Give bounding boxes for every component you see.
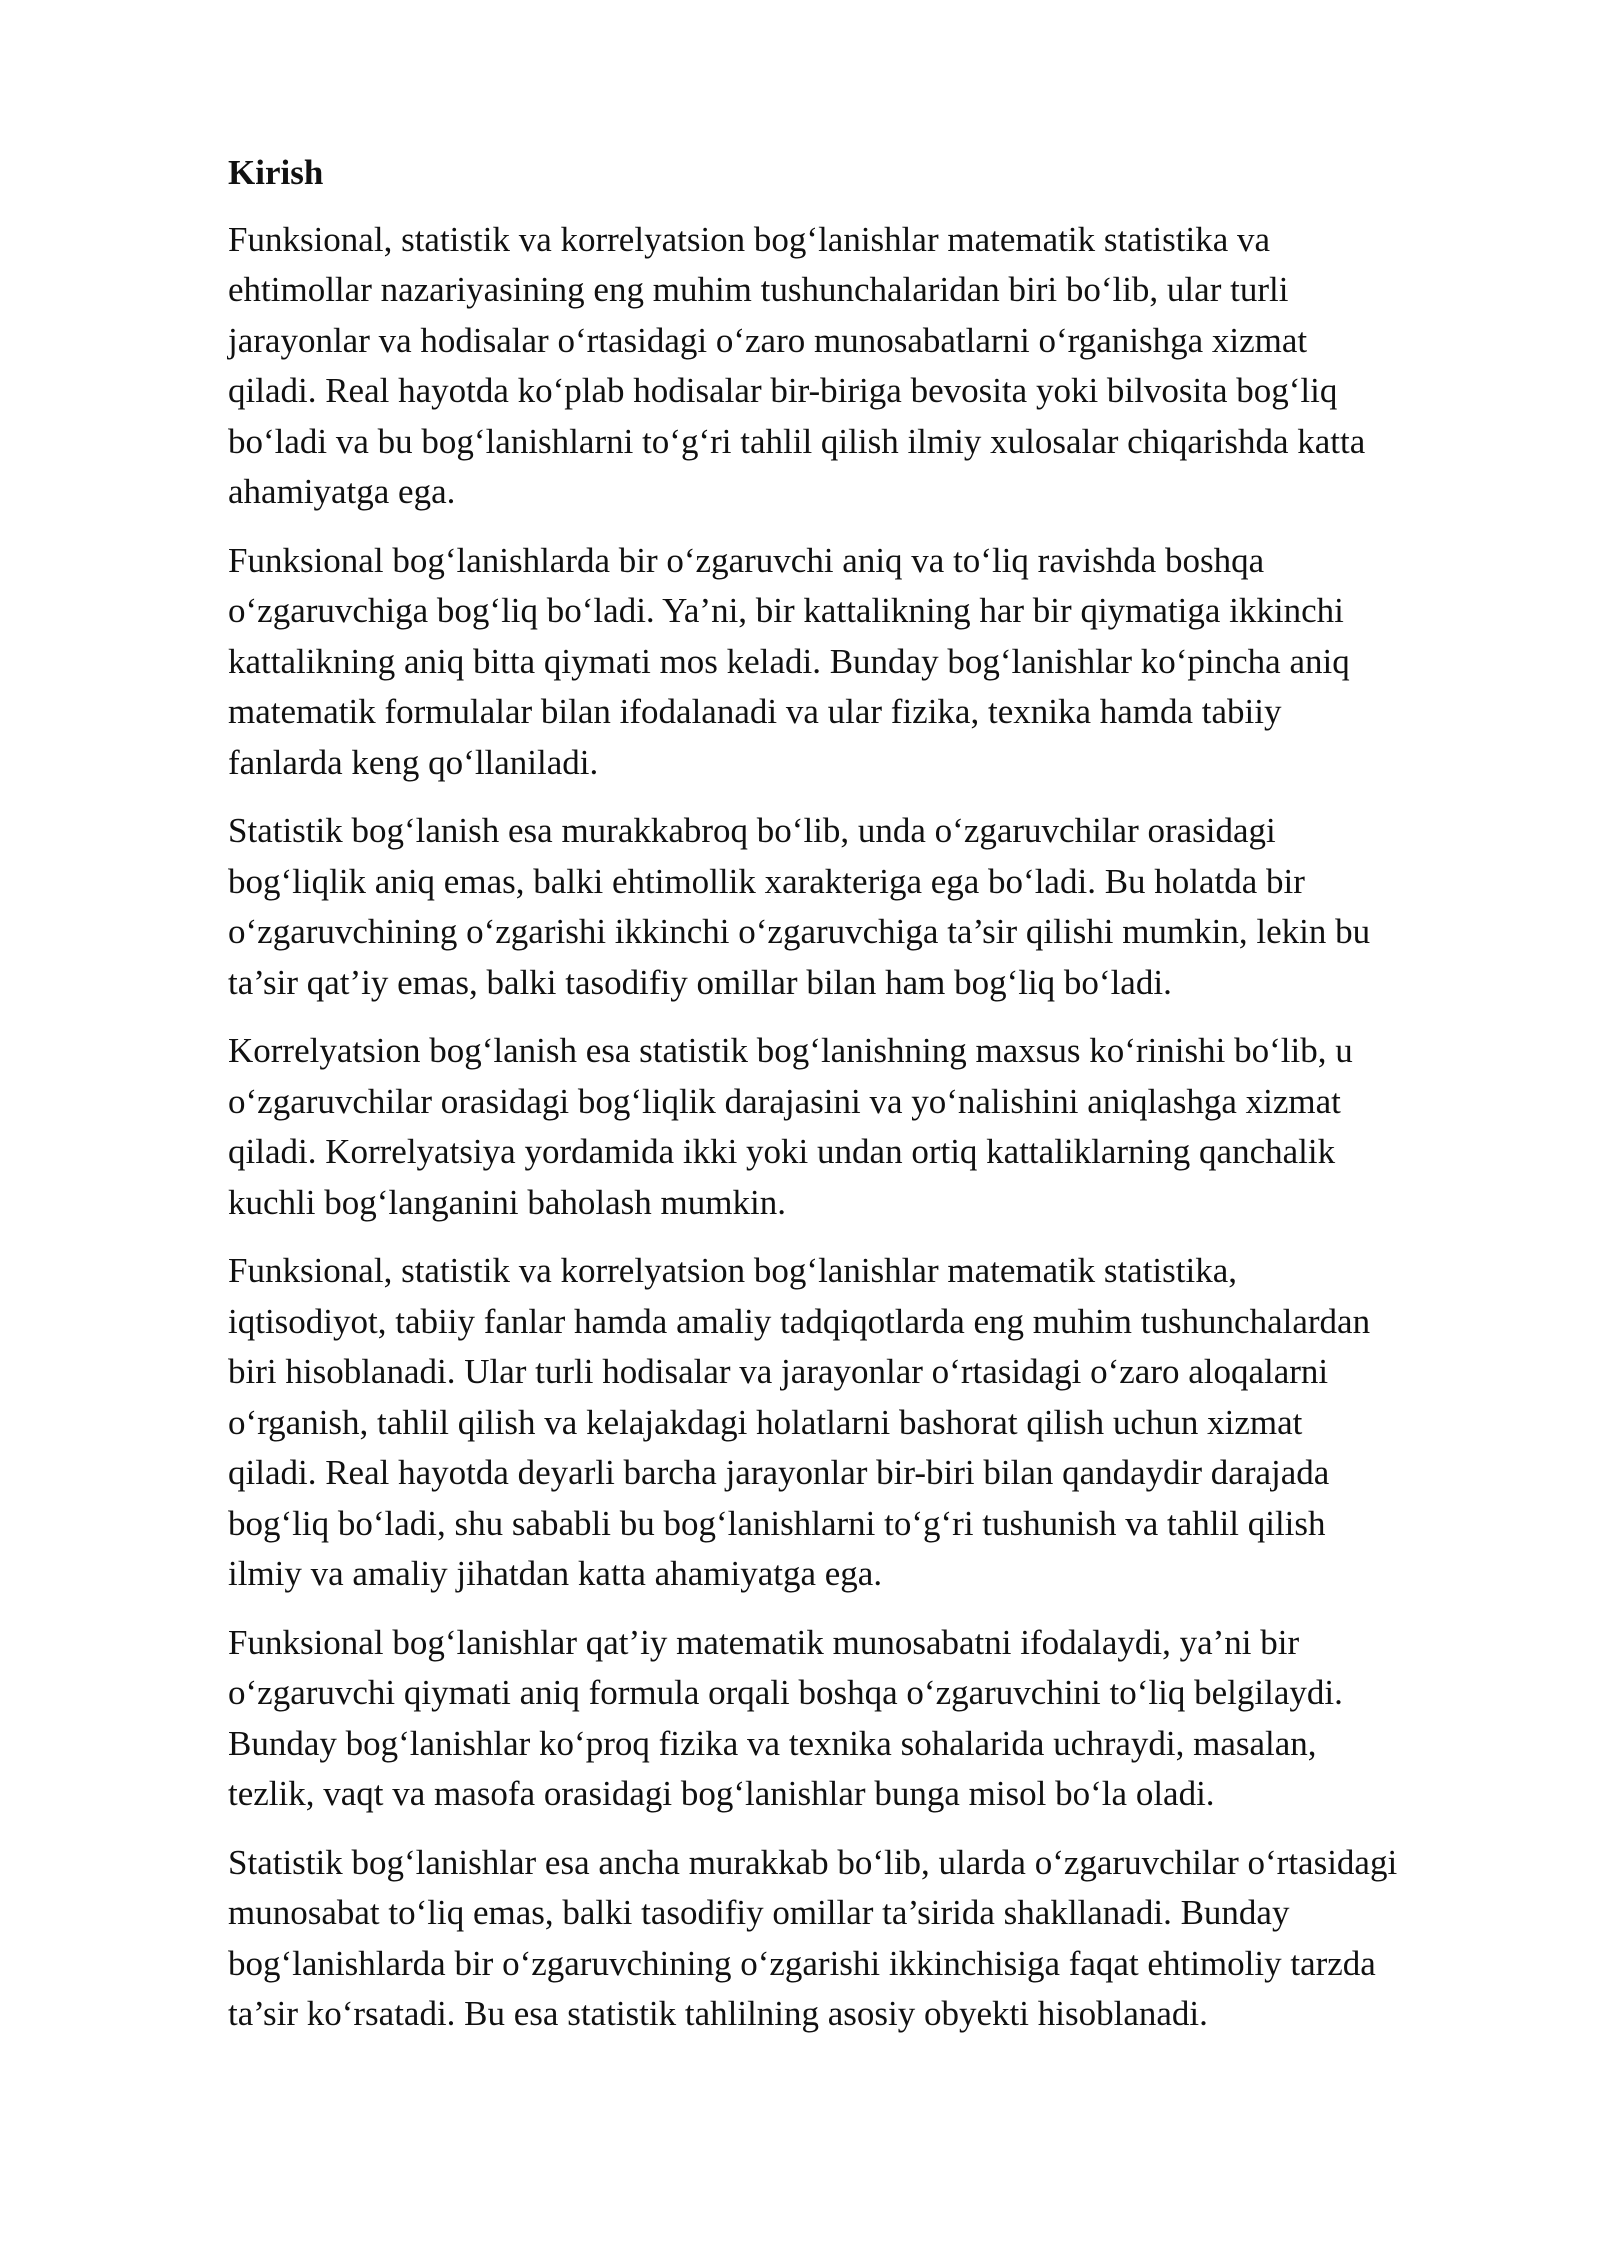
text-line: kuchli bog‘langanini baholash mumkin. <box>228 1182 786 1222</box>
text-line: fanlarda keng qo‘llaniladi. <box>228 742 599 782</box>
text-line: qiladi. Korrelyatsiya yordamida ikki yoki undan ortiq kattaliklarning qanchalik <box>228 1132 1336 1171</box>
text-line: Funksional, statistik va korrelyatsion bog‘lanishlar matematik statistika, <box>228 1251 1238 1290</box>
text-line: Statistik bog‘lanish esa murakkabroq bo‘lib, unda o‘zgaruvchilar orasidagi <box>228 811 1276 850</box>
text-line: bog‘lanishlarda bir o‘zgaruvchining o‘zgarishi ikkinchisiga faqat ehtimoliy tarzda <box>228 1943 1376 1983</box>
paragraph-container <box>228 215 1518 2040</box>
text-line: o‘zgaruvchi qiymati aniq formula orqali boshqa o‘zgaruvchini to‘liq belgilaydi. <box>228 1673 1343 1712</box>
paragraph <box>228 1618 1518 1820</box>
text-line: bog‘liqlik aniq emas, balki ehtimollik xarakteriga ega bo‘ladi. Bu holatda bir <box>228 861 1305 901</box>
text-line: ta’sir qat’iy emas, balki tasodifiy omillar bilan ham bog‘liq bo‘ladi. <box>228 962 1172 1002</box>
text-line: iqtisodiyot, tabiiy fanlar hamda amaliy tadqiqotlarda eng muhim tushunchalardan <box>228 1301 1371 1341</box>
paragraph <box>228 215 1518 518</box>
paragraph <box>228 536 1518 789</box>
text-line: qiladi. Real hayotda ko‘plab hodisalar bir-biriga bevosita yoki bilvosita bog‘liq <box>228 371 1338 410</box>
text-line: matematik formulalar bilan ifodalanadi va ular fizika, texnika hamda tabiiy <box>228 692 1282 731</box>
text-line: biri hisoblanadi. Ular turli hodisalar va jarayonlar o‘rtasidagi o‘zaro aloqalarni <box>228 1352 1329 1391</box>
text-line: Statistik bog‘lanishlar esa ancha murakkab bo‘lib, ularda o‘zgaruvchilar o‘rtasidagi <box>228 1842 1398 1882</box>
text-line: Funksional, statistik va korrelyatsion bog‘lanishlar matematik statistika va <box>228 219 1271 259</box>
paragraph <box>228 806 1518 1008</box>
section-heading: Kirish <box>228 153 324 192</box>
text-line: o‘zgaruvchilar orasidagi bog‘liqlik darajasini va yo‘nalishini aniqlashga xizmat <box>228 1081 1341 1121</box>
text-line: o‘zgaruvchiga bog‘liq bo‘ladi. Ya’ni, bir kattalikning har bir qiymatiga ikkinchi <box>228 591 1344 630</box>
text-line: ta’sir ko‘rsatadi. Bu esa statistik tahlilning asosiy obyekti hisoblanadi. <box>228 1994 1208 2033</box>
text-line: ehtimollar nazariyasining eng muhim tushunchalaridan biri bo‘lib, ular turli <box>228 270 1289 309</box>
text-line: Bunday bog‘lanishlar ko‘proq fizika va texnika sohalarida uchraydi, masalan, <box>228 1723 1317 1763</box>
paragraph <box>228 1026 1518 1228</box>
text-line: jarayonlar va hodisalar o‘rtasidagi o‘zaro munosabatlarni o‘rganishga xizmat <box>228 320 1308 360</box>
text-line: kattalikning aniq bitta qiymati mos keladi. Bunday bog‘lanishlar ko‘pincha aniq <box>228 641 1350 681</box>
text-line: o‘rganish, tahlil qilish va kelajakdagi holatlarni bashorat qilish uchun xizmat <box>228 1402 1303 1442</box>
text-line: Korrelyatsion bog‘lanish esa statistik bog‘lanishning maxsus ko‘rinishi bo‘lib, u <box>228 1031 1353 1070</box>
text-line: Funksional bog‘lanishlarda bir o‘zgaruvchi aniq va to‘liq ravishda boshqa <box>228 540 1265 580</box>
text-line: Funksional bog‘lanishlar qat’iy matematik munosabatni ifodalaydi, ya’ni bir <box>228 1622 1300 1662</box>
paragraph <box>228 1246 1518 1600</box>
text-line: munosabat to‘liq emas, balki tasodifiy omillar ta’sirida shakllanadi. Bunday <box>228 1893 1290 1932</box>
text-line: bog‘liq bo‘ladi, shu sababli bu bog‘lanishlarni to‘g‘ri tushunish va tahlil qilish <box>228 1503 1326 1543</box>
text-line: ilmiy va amaliy jihatdan katta ahamiyatga ega. <box>228 1554 883 1593</box>
document-page <box>228 148 1518 2058</box>
text-line: tezlik, vaqt va masofa orasidagi bog‘lanishlar bunga misol bo‘la oladi. <box>228 1774 1215 1813</box>
paragraph <box>228 1838 1518 2040</box>
text-line: bo‘ladi va bu bog‘lanishlarni to‘g‘ri tahlil qilish ilmiy xulosalar chiqarishda katta <box>228 421 1366 461</box>
text-line: qiladi. Real hayotda deyarli barcha jarayonlar bir-biri bilan qandaydir darajada <box>228 1453 1330 1492</box>
text-line: ahamiyatga ega. <box>228 472 456 511</box>
text-line: o‘zgaruvchining o‘zgarishi ikkinchi o‘zgaruvchiga ta’sir qilishi mumkin, lekin bu <box>228 912 1371 951</box>
